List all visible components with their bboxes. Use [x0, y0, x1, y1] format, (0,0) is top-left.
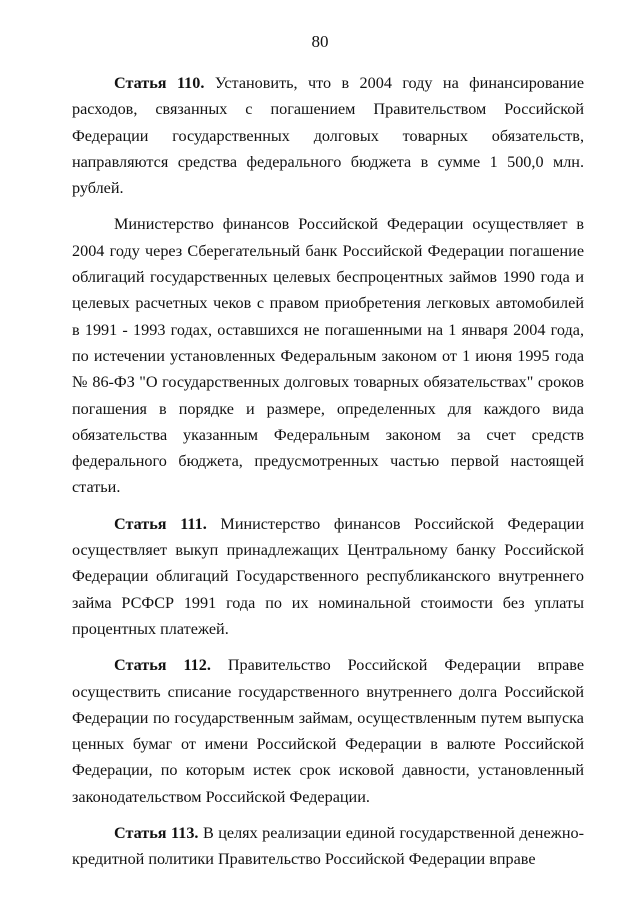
article-113-paragraph — [72, 820, 584, 873]
article-112-paragraph — [72, 652, 584, 810]
article-label: Статья 113. — [114, 824, 199, 843]
article-111-paragraph — [72, 511, 584, 642]
article-label: Статья 112. — [114, 656, 211, 675]
article-label: Статья 110. — [114, 74, 205, 92]
article-text: В целях реализации единой государственной денежно-кредитной политики Правительство Российской Федерации вправе — [72, 824, 584, 869]
article-110-paragraph — [72, 70, 584, 201]
article-text: Правительство Российской Федерации вправе осуществить списание государственного внутреннего долга Российской Федерации по государственным займам, осуществленным путем выпуска ценных бумаг от имени Российской Федерации в валюте Российской Федерации, по которым истек срок исковой давности, установленный законодательством Российской Федерации. — [72, 656, 585, 806]
document-body — [72, 70, 584, 883]
article-text: Министерство финансов Российской Федерации осуществляет в 2004 году через Сберегательный банк Российской Федерации погашение облигаций государственных целевых беспроцентных займов 1990 года и целевых расчетных чеков с правом приобретения легковых автомобилей в 1991 - 1993 годах, оставшихся не погашенными на 1 января 2004 года, по истечении установленных Федеральным законом от 1 июня 1995 года № 86-ФЗ "О государственных долговых товарных обязательствах" сроков погашения в порядке и размере, определенных для каждого вида обязательства указанным Федеральным законом за счет средств федерального бюджета, предусмотренных частью первой настоящей статьи. — [72, 215, 584, 497]
article-text: Министерство финансов Российской Федерации осуществляет выкуп принадлежащих Центральному банку Российской Федерации облигаций Государственного республиканского внутреннего займа РСФСР 1991 года по их номинальной стоимости без уплаты процентных платежей. — [72, 514, 584, 638]
article-text: Установить, что в 2004 году на финансирование расходов, связанных с погашением Правительством Российской Федерации государственных долговых товарных обязательств, направляются средства федерального бюджета в сумме 1 500,0 млн. рублей. — [72, 74, 585, 198]
article-label: Статья 111. — [114, 514, 207, 533]
page-number: 80 — [311, 32, 329, 51]
article-110-continuation-paragraph — [72, 211, 584, 500]
